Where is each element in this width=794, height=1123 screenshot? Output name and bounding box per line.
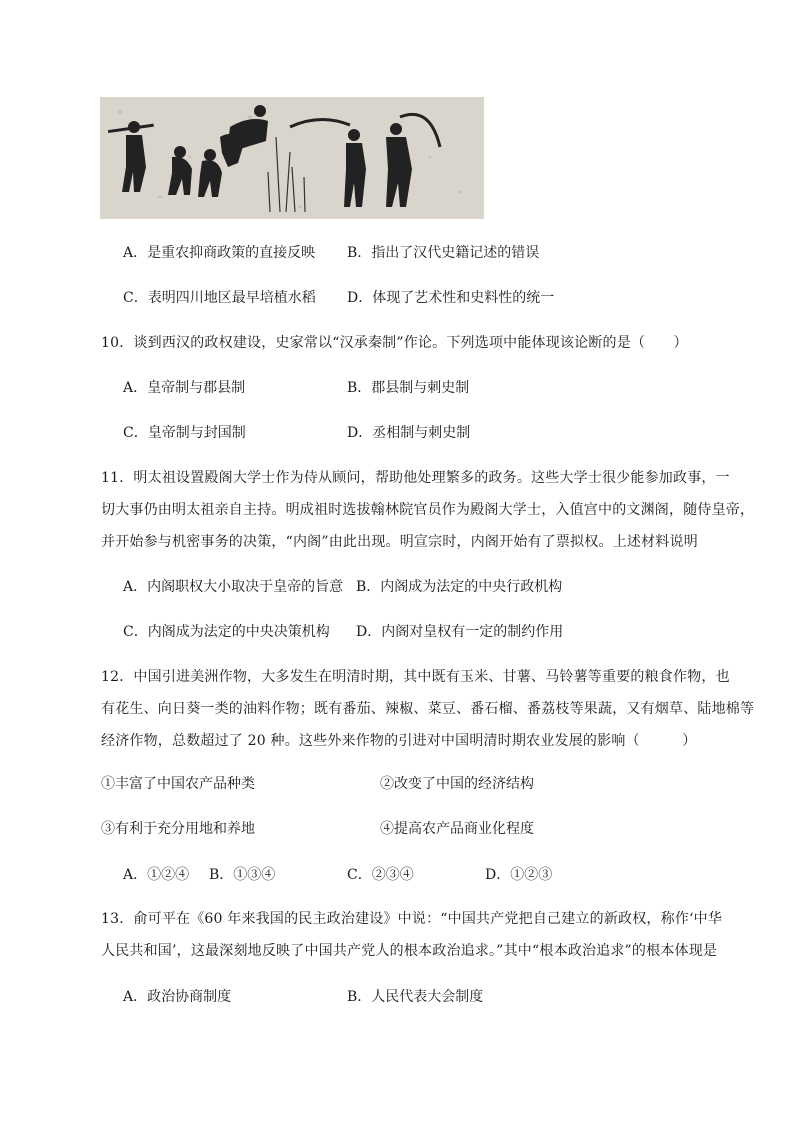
q13-stem-line-1: 13．俞可平在《60 年来我国的民主政治建设》中说：“中国共产党把自己建立的新政权，称作‘中华 [101, 911, 723, 927]
q9-option-b[interactable]: B．指出了汉代史籍记述的错误 [347, 245, 540, 261]
q12-option-b[interactable]: B．①③④ [209, 867, 276, 883]
q10-option-d[interactable]: D．丞相制与刺史制 [347, 425, 471, 441]
q11-option-d[interactable]: D．内阁对皇权有一定的制约作用 [356, 624, 564, 640]
q10-option-c[interactable]: C．皇帝制与封国制 [123, 425, 246, 441]
q13-stem-line-2: 人民共和国’，这最深刻地反映了中国共产党人的根本政治追求。”其中“根本政治追求”的根本体现是 [101, 943, 718, 959]
q12-stem-line-2: 有花生、向日葵一类的油料作物；既有番茄、辣椒、菜豆、番石榴、番荔枝等果蔬，又有烟草、陆地棉等 [101, 701, 755, 717]
han-brick-rubbing-image [100, 97, 484, 219]
q12-item-2: ②改变了中国的经济结构 [380, 776, 534, 792]
q9-option-c[interactable]: C．表明四川地区最早培植水稻 [123, 290, 316, 306]
q11-stem-line-2: 切大事仍由明太祖亲自主持。明成祖时选拔翰林院官员作为殿阁大学士，入值宫中的文渊阁，随侍皇帝， [101, 502, 755, 518]
q12-item-3: ③有利于充分用地和养地 [101, 821, 255, 837]
q9-option-d[interactable]: D．体现了艺术性和史料性的统一 [347, 290, 555, 306]
q13-option-a[interactable]: A．政治协商制度 [123, 989, 232, 1005]
rubbing-illustration [100, 97, 484, 219]
q10-stem: 10．谈到西汉的政权建设，史家常以“汉承秦制”作论。下列选项中能体现该论断的是（ ） [101, 335, 688, 351]
q10-option-b[interactable]: B．郡县制与刺史制 [347, 380, 470, 396]
q12-stem-line-1: 12．中国引进美洲作物，大多发生在明清时期，其中既有玉米、甘薯、马铃薯等重要的粮食作物，也 [101, 669, 730, 685]
q11-option-c[interactable]: C．内阁成为法定的中央决策机构 [123, 624, 330, 640]
q10-option-a[interactable]: A．皇帝制与郡县制 [123, 380, 246, 396]
q12-item-1: ①丰富了中国农产品种类 [101, 776, 255, 792]
q11-option-b[interactable]: B．内阁成为法定的中央行政机构 [356, 579, 563, 595]
q12-stem-line-3: 经济作物，总数超过了 20 种。这些外来作物的引进对中国明清时期农业发展的影响（ ） [101, 733, 697, 749]
q11-option-a[interactable]: A．内阁职权大小取决于皇帝的旨意 [123, 579, 344, 595]
q9-option-a[interactable]: A．是重农抑商政策的直接反映 [123, 245, 316, 261]
q13-option-b[interactable]: B．人民代表大会制度 [347, 989, 484, 1005]
q12-option-d[interactable]: D．①②③ [485, 867, 553, 883]
q11-stem-line-1: 11．明太祖设置殿阁大学士作为侍从顾问，帮助他处理繁多的政务。这些大学士很少能参加政事，一 [101, 470, 730, 486]
q12-option-a[interactable]: A．①②④ [123, 867, 190, 883]
q11-stem-line-3: 并开始参与机密事务的决策，“内阁”由此出现。明宣宗时，内阁开始有了票拟权。上述材料说明 [101, 534, 698, 550]
q12-option-c[interactable]: C．②③④ [347, 867, 414, 883]
q12-item-4: ④提高农产品商业化程度 [380, 821, 534, 837]
